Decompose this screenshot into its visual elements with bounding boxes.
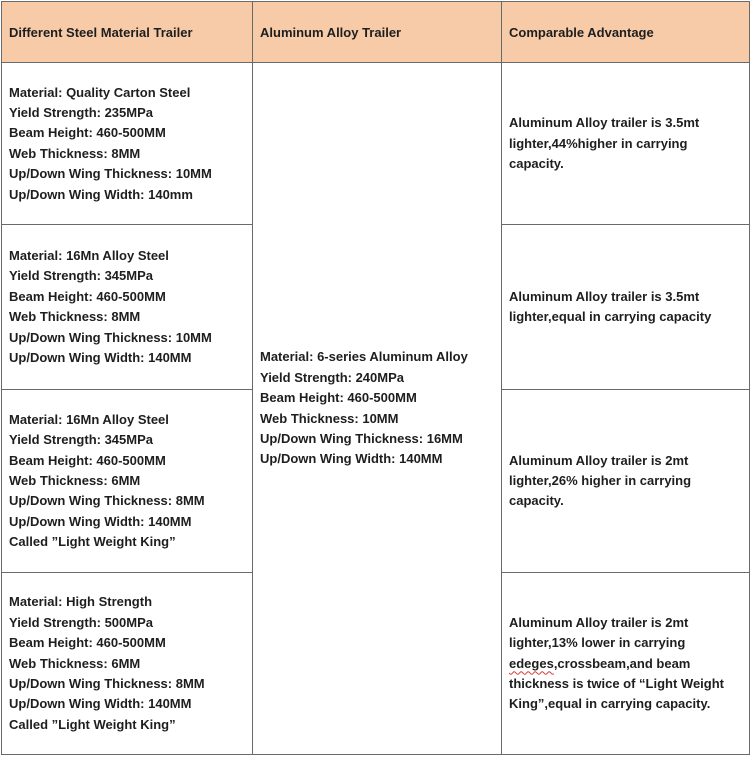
spec-line: Up/Down Wing Thickness: 8MM	[9, 675, 205, 691]
spec-line: Material: Quality Carton Steel	[9, 84, 191, 100]
spellcheck-flagged-word: edeges	[509, 655, 554, 671]
spec-line: Web Thickness: 10MM	[260, 410, 399, 426]
spec-line: Yield Strength: 345MPa	[9, 432, 153, 448]
spec-line: Yield Strength: 235MPa	[9, 104, 153, 120]
spec-line: Material: 16Mn Alloy Steel	[9, 247, 169, 263]
steel-spec-cell	[2, 225, 253, 389]
advantage-text-part: Aluminum Alloy trailer is 2mt lighter,13% lower in carrying	[509, 614, 689, 651]
steel-spec-cell	[2, 389, 253, 573]
steel-spec-cell	[2, 63, 253, 225]
spec-line: Up/Down Wing Thickness: 10MM	[9, 329, 212, 345]
spec-line: Yield Strength: 500MPa	[9, 614, 153, 630]
advantage-text: Aluminum Alloy trailer is 3.5mt lighter,equal in carrying capacity	[509, 288, 712, 325]
advantage-text	[509, 613, 742, 715]
spec-line: Beam Height: 460-500MM	[9, 125, 166, 141]
spec-line: Material: 16Mn Alloy Steel	[9, 411, 169, 427]
spec-line: Up/Down Wing Thickness: 10MM	[9, 166, 212, 182]
spec-line: Beam Height: 460-500MM	[9, 635, 166, 651]
spec-line: Material: 6-series Aluminum Alloy	[260, 349, 468, 365]
spec-line: Beam Height: 460-500MM	[9, 452, 166, 468]
spec-line: Called ”Light Weight King”	[9, 716, 176, 732]
spec-line: Beam Height: 460-500MM	[9, 288, 166, 304]
advantage-cell	[502, 63, 750, 225]
header-aluminum: Aluminum Alloy Trailer	[253, 2, 502, 63]
spec-line: Up/Down Wing Thickness: 8MM	[9, 493, 205, 509]
spec-line: Yield Strength: 345MPa	[9, 268, 153, 284]
header-steel: Different Steel Material Trailer	[2, 2, 253, 63]
advantage-cell	[502, 573, 750, 755]
steel-spec-cell	[2, 573, 253, 755]
spec-line: Up/Down Wing Width: 140MM	[260, 451, 443, 467]
spec-line: Web Thickness: 6MM	[9, 655, 141, 671]
spec-line: Web Thickness: 8MM	[9, 145, 141, 161]
spec-line: Yield Strength: 240MPa	[260, 369, 404, 385]
spec-line: Up/Down Wing Width: 140MM	[9, 350, 192, 366]
spec-line: Web Thickness: 8MM	[9, 309, 141, 325]
spec-line: Web Thickness: 6MM	[9, 472, 141, 488]
advantage-cell	[502, 225, 750, 389]
spec-line: Called ”Light Weight King”	[9, 534, 176, 550]
header-row	[2, 2, 750, 63]
header-advantage: Comparable Advantage	[502, 2, 750, 63]
table-row	[2, 63, 750, 225]
aluminum-spec-cell	[253, 63, 502, 755]
spec-line: Material: High Strength	[9, 594, 153, 610]
advantage-text-part: ,crossbeam,and beam thickness is twice of “Light Weight King”,equal in carrying capacity.	[509, 655, 725, 712]
spec-line: Up/Down Wing Width: 140MM	[9, 696, 192, 712]
advantage-text: Aluminum Alloy trailer is 3.5mt lighter,44%higher in carrying capacity.	[509, 115, 700, 171]
comparison-table	[1, 1, 750, 755]
spec-line: Up/Down Wing Width: 140MM	[9, 513, 192, 529]
spec-line: Up/Down Wing Width: 140mm	[9, 186, 193, 202]
spec-line: Beam Height: 460-500MM	[260, 390, 417, 406]
advantage-cell	[502, 389, 750, 573]
advantage-text: Aluminum Alloy trailer is 2mt lighter,26% higher in carrying capacity.	[509, 452, 692, 509]
spec-line: Up/Down Wing Thickness: 16MM	[260, 430, 463, 446]
